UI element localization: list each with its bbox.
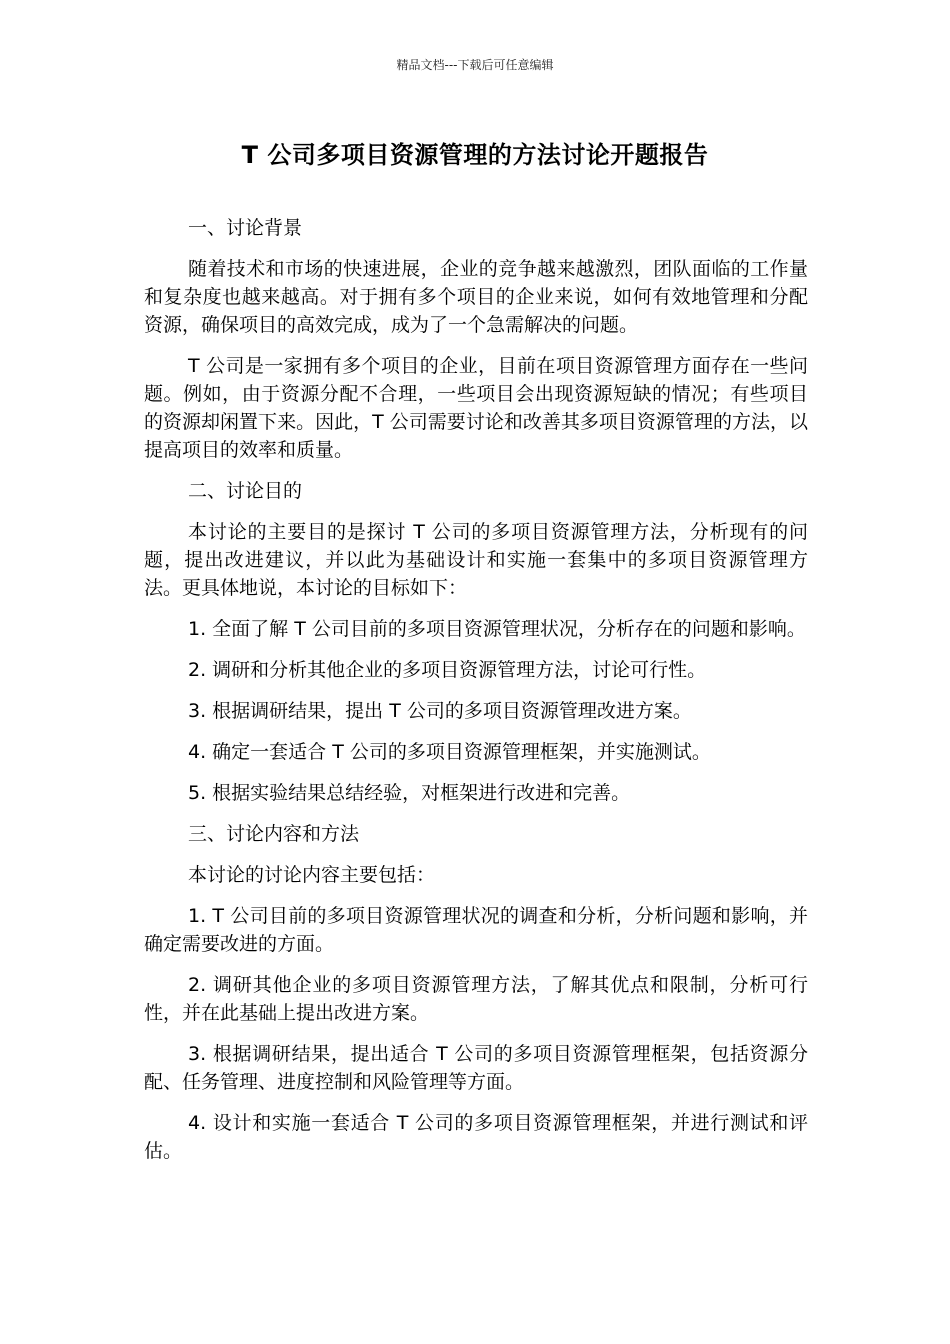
purpose-list-item-5: 5. 根据实验结果总结经验，对框架进行改进和完善。 <box>188 782 631 804</box>
document-body <box>144 214 808 1178</box>
content-list-item-2: 2. 调研其他企业的多项目资源管理方法，了解其优点和限制，分析可行性，并在此基础上提出改进方案。 <box>144 974 808 1024</box>
purpose-list-item-4: 4. 确定一套适合 T 公司的多项目资源管理框架，并实施测试。 <box>188 741 711 763</box>
section-heading-background: 一、讨论背景 <box>188 217 303 239</box>
paragraph-background-2: T 公司是一家拥有多个项目的企业，目前在项目资源管理方面存在一些问题。例如，由于资源分配不合理，一些项目会出现资源短缺的情况；有些项目的资源却闲置下来。因此，T 公司需要讨论和改善其多项目资源管理的方法，以提高项目的效率和质量。 <box>144 355 808 461</box>
content-list-item-3: 3. 根据调研结果，提出适合 T 公司的多项目资源管理框架，包括资源分配、任务管理、进度控制和风险管理等方面。 <box>144 1043 808 1093</box>
purpose-list-item-3: 3. 根据调研结果，提出 T 公司的多项目资源管理改进方案。 <box>188 700 692 722</box>
section-heading-purpose: 二、讨论目的 <box>188 480 303 502</box>
purpose-list-item-2: 2. 调研和分析其他企业的多项目资源管理方法，讨论可行性。 <box>188 659 707 681</box>
document-title: T 公司多项目资源管理的方法讨论开题报告 <box>241 141 709 169</box>
section-heading-content: 三、讨论内容和方法 <box>188 823 360 845</box>
paragraph-content-intro: 本讨论的讨论内容主要包括： <box>188 864 436 886</box>
paragraph-background-1: 随着技术和市场的快速进展，企业的竞争越来越激烈，团队面临的工作量和复杂度也越来越高。对于拥有多个项目的企业来说，如何有效地管理和分配资源，确保项目的高效完成，成为了一个急需解决的问题。 <box>144 258 808 336</box>
content-list-item-1: 1. T 公司目前的多项目资源管理状况的调查和分析，分析问题和影响，并确定需要改进的方面。 <box>144 905 808 955</box>
purpose-list-item-1: 1. 全面了解 T 公司目前的多项目资源管理状况，分析存在的问题和影响。 <box>188 618 806 640</box>
content-list-item-4: 4. 设计和实施一套适合 T 公司的多项目资源管理框架，并进行测试和评估。 <box>144 1112 808 1162</box>
page-header-watermark: 精品文档---下载后可任意编辑 <box>396 58 554 72</box>
paragraph-purpose-intro: 本讨论的主要目的是探讨 T 公司的多项目资源管理方法，分析现有的问题，提出改进建议，并以此为基础设计和实施一套集中的多项目资源管理方法。更具体地说，本讨论的目标如下： <box>144 521 808 599</box>
